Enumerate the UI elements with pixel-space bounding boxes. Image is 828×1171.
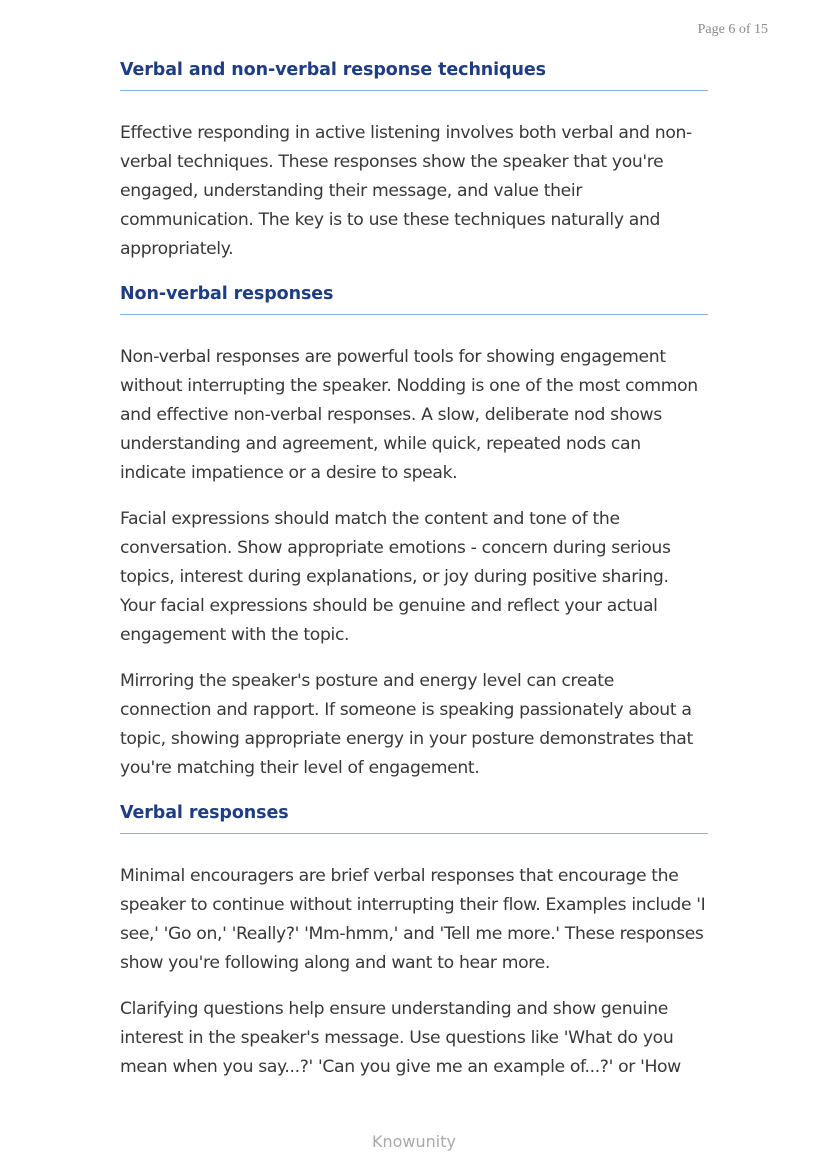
section-heading: Verbal responses <box>120 803 708 834</box>
paragraph: Non-verbal responses are powerful tools for showing engagement without interrupting the speaker. Nodding is one of the most common and effective non-verbal responses. A slow, deliberate nod shows understanding and agreement, while quick, repeated nods can indicate impatience or a desire to speak. <box>120 347 698 483</box>
section-heading: Non-verbal responses <box>120 284 708 315</box>
footer-brand: Knowunity <box>372 1132 456 1151</box>
section-non-verbal-responses <box>120 284 708 783</box>
section-response-techniques <box>120 60 708 264</box>
paragraph: Clarifying questions help ensure understanding and show genuine interest in the speaker's message. Use questions like 'What do you mean when you say...?' 'Can you give me an example of...?' or 'How <box>120 999 681 1077</box>
page-indicator: Page 6 of 15 <box>697 22 768 37</box>
paragraph: Effective responding in active listening involves both verbal and non-verbal techniques. These responses show the speaker that you're engaged, understanding their message, and value their communication. The key is to use these techniques naturally and appropriately. <box>120 123 692 259</box>
paragraph: Facial expressions should match the content and tone of the conversation. Show appropriate emotions - concern during serious topics, interest during explanations, or joy during positive sharing. Your facial expressions should be genuine and reflect your actual engagement with the topic. <box>120 509 671 645</box>
paragraph: Mirroring the speaker's posture and energy level can create connection and rapport. If someone is speaking passionately about a topic, showing appropriate energy in your posture demonstrates that you're matching their level of engagement. <box>120 671 693 778</box>
section-heading: Verbal and non-verbal response techniques <box>120 60 708 91</box>
paragraph: Minimal encouragers are brief verbal responses that encourage the speaker to continue without interrupting their flow. Examples include 'I see,' 'Go on,' 'Really?' 'Mm-hmm,' and 'Tell me more.' These responses show you're following along and want to hear more. <box>120 866 706 973</box>
document-body <box>120 60 708 1102</box>
section-verbal-responses <box>120 803 708 1082</box>
